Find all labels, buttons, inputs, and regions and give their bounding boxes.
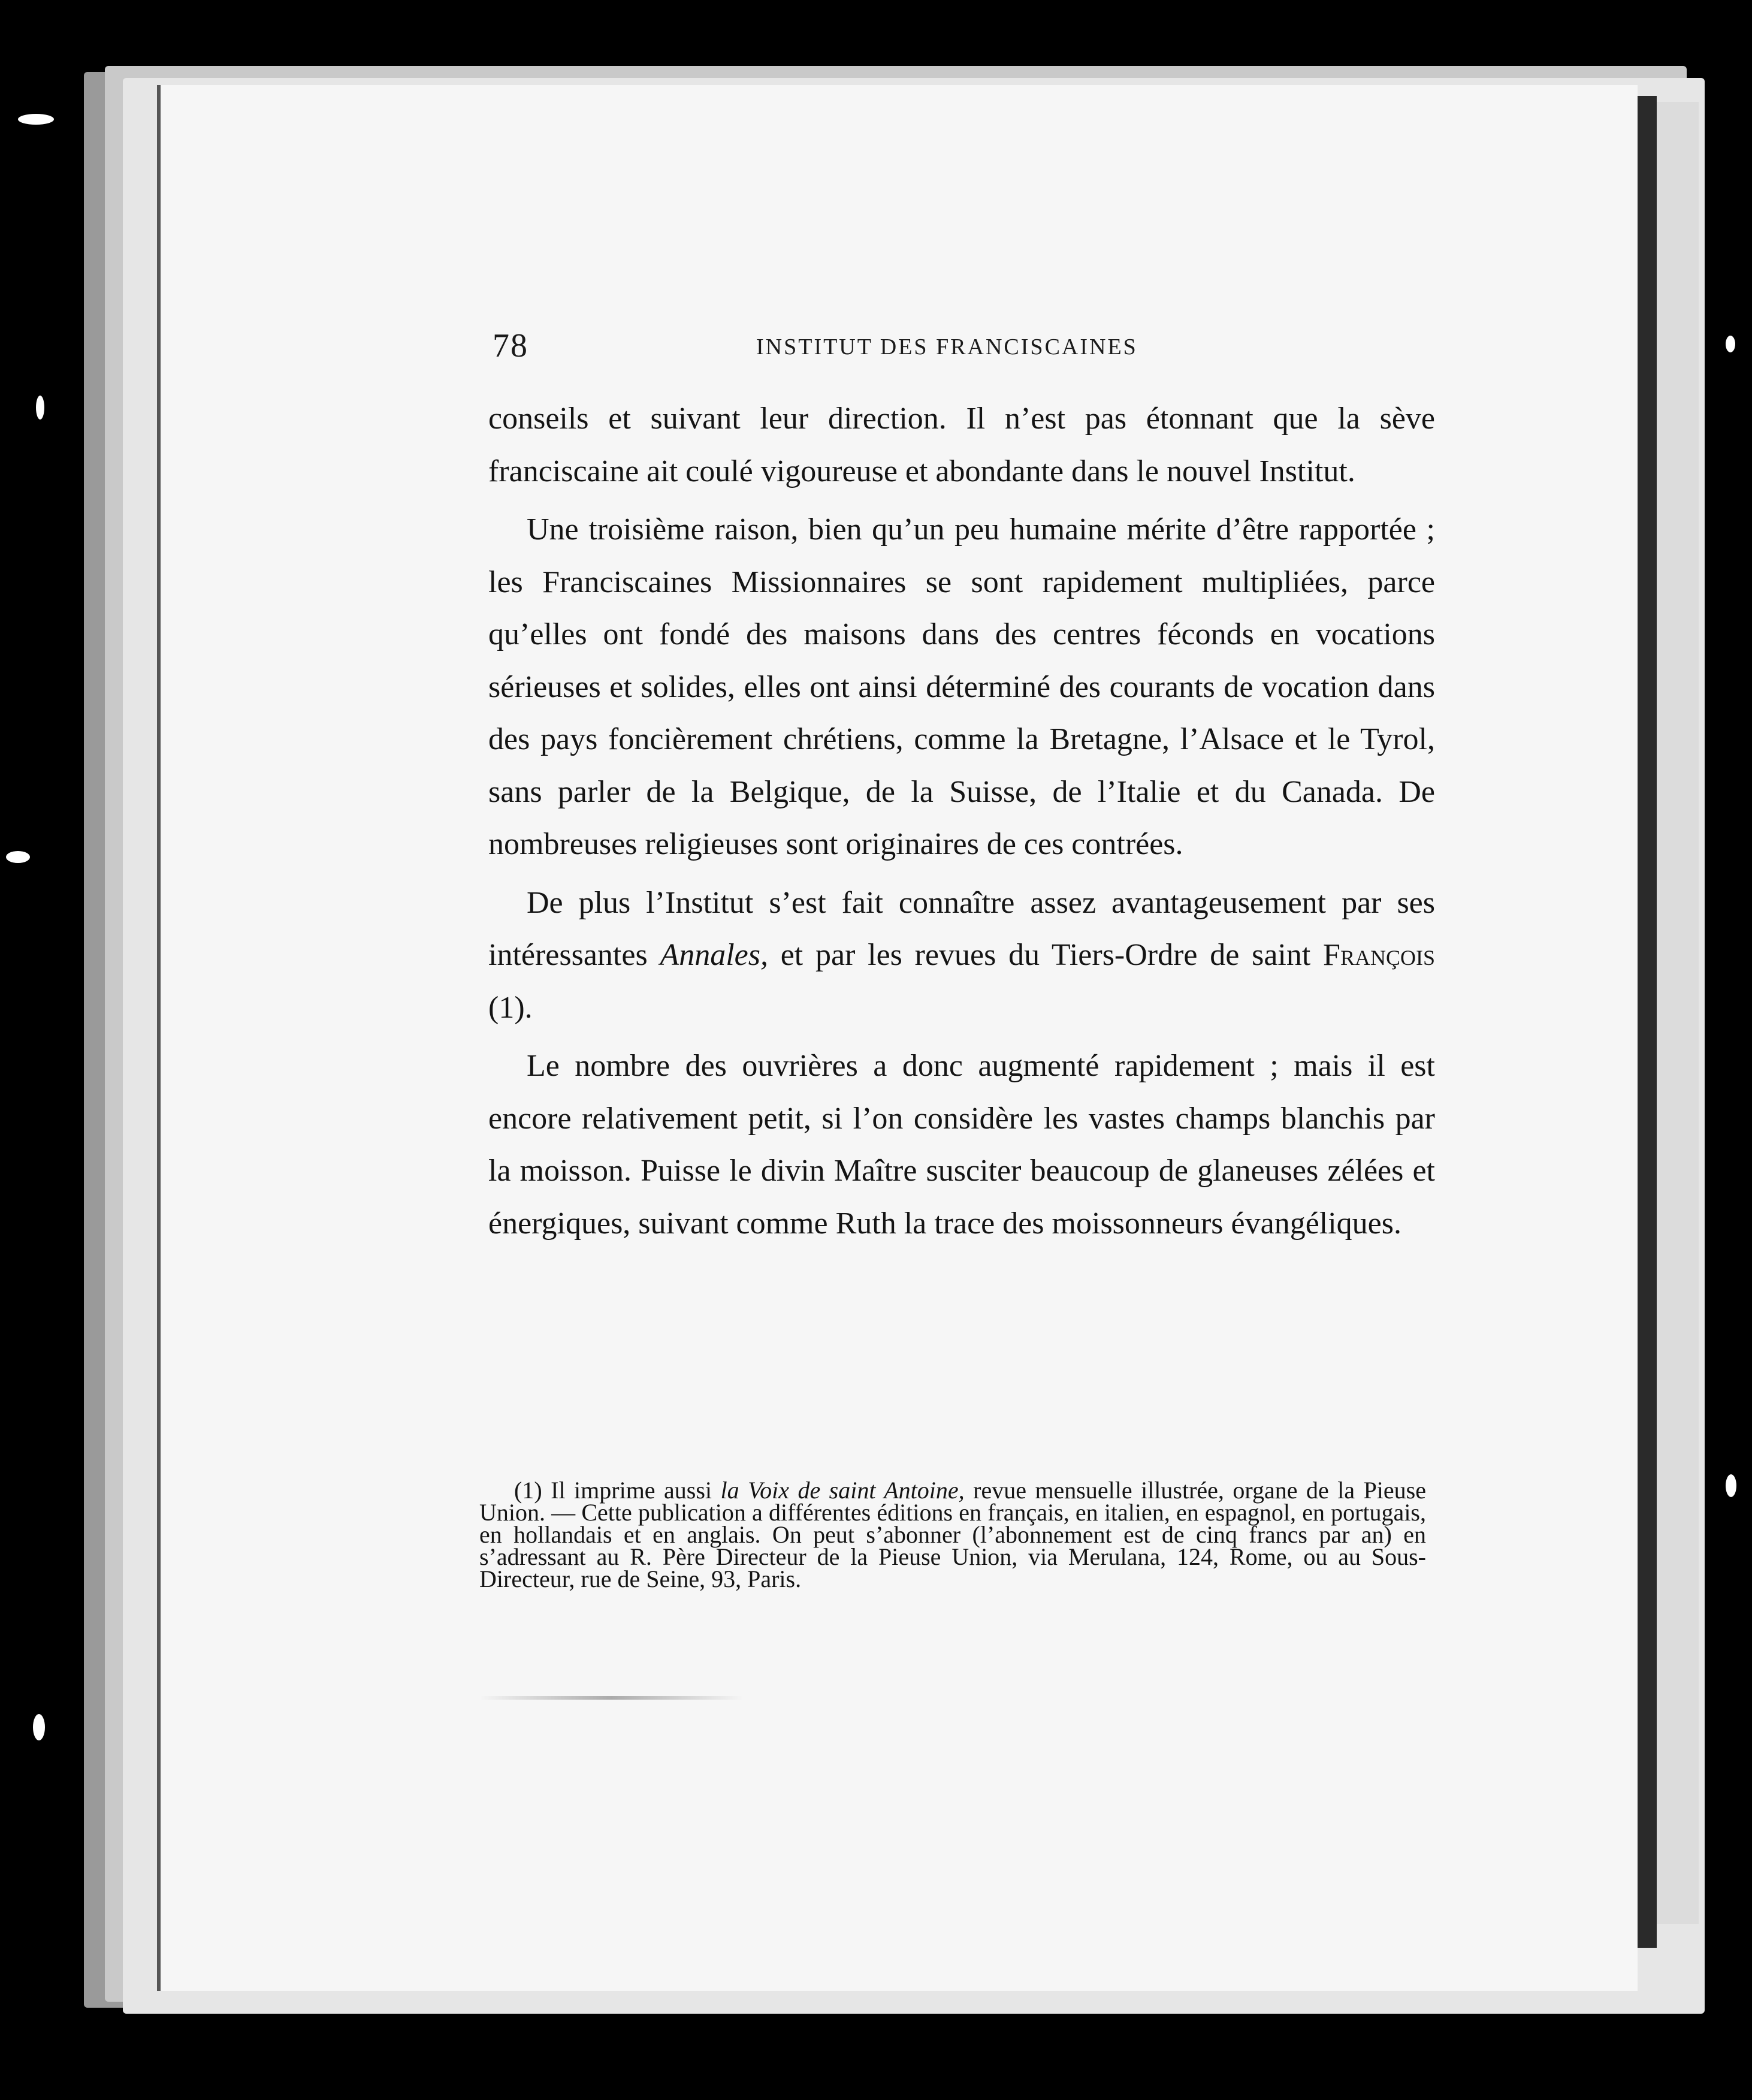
ink-smear [479, 1696, 743, 1700]
opposite-page-edge [1657, 102, 1699, 1924]
scan-speck [33, 1714, 45, 1740]
footnote-italic-title: la Voix de saint Antoine, [720, 1477, 965, 1504]
footnote-text-a: Il imprime aussi [542, 1477, 721, 1504]
paragraph-3 [488, 877, 1435, 1034]
scan-speck [1726, 336, 1735, 352]
annales-title: Annales, [660, 938, 768, 972]
paragraph-3-part-a: De plus l’Institut s’est fait connaître assez avantageusement par ses intéressantes [488, 885, 1435, 972]
page-number: 78 [493, 327, 528, 364]
body-text [488, 393, 1435, 1250]
paragraph-4: Le nombre des ouvrières a donc augmenté rapidement ; mais il est encore relativement petit, si l’on considère les vastes champs blanchis par la moisson. Puisse le divin Maître susciter beaucoup de glaneuses zélées et énergiques, suivant comme Ruth la trace des moissonneurs évangéliques. [488, 1049, 1435, 1241]
scan-speck [6, 851, 30, 863]
footnote [479, 1479, 1426, 1590]
scan-speck [36, 396, 44, 420]
paragraph-1: conseils et suivant leur direction. Il n’est pas étonnant que la sève franciscaine ait coulé vigoureuse et abondante dans le nouvel Institut. [488, 402, 1435, 488]
francois-name: François [1323, 938, 1435, 972]
scan-speck [18, 114, 54, 125]
scan-speck [1726, 1474, 1736, 1497]
running-title: INSTITUT DES FRANCISCAINES [756, 334, 1138, 360]
footnote-text-b: revue mensuelle illustrée, organe de la Pieuse Union. — Cette publication a différentes éditions en français, en italien, en espagnol, en portugais, en hollandais et en anglais. On peut s’abonner (l’abonnement est de cinq francs par an) en s’adressant au R. Père Directeur de la Pieuse Union, via Merulana, 124, Rome, ou au Sous-Directeur, rue de Seine, 93, Paris. [479, 1477, 1426, 1592]
footnote-mark: (1) [514, 1477, 542, 1504]
paragraph-3-part-c: (1). [488, 990, 533, 1025]
running-head [493, 327, 1188, 369]
paragraph-2: Une troisième raison, bien qu’un peu humaine mérite d’être rapportée ; les Franciscaines Missionnaires se sont rapidement multipliées, parce qu’elles ont fondé des maisons dans des centres féconds en vocations sérieuses et solides, elles ont ainsi déterminé des courants de vocation dans des pays foncièrement chrétiens, comme la Bretagne, l’Alsace et le Tyrol, sans parler de la Belgique, de la Suisse, de l’Italie et du Canada. De nombreuses religieuses sont originaires de ces contrées. [488, 512, 1435, 861]
paragraph-3-part-b: et par les revues du Tiers-Ordre de saint [768, 938, 1324, 972]
